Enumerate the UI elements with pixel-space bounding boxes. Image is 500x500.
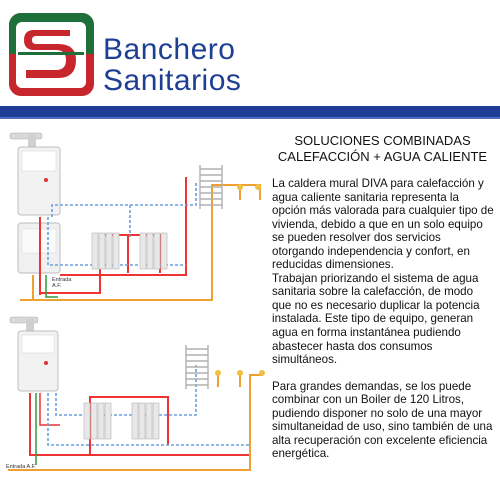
body-paragraph-3: Para grandes demandas, se los puede combinar con un Boiler de 120 Litros, pudiendo disponer no solo de una mayor simultaneidad de uso, sino también de una alta recuperación con excelente eficiencia energética.	[272, 379, 493, 461]
brand-name-line1: Banchero	[103, 33, 236, 66]
headline	[270, 133, 495, 165]
headline-line2: CALEFACCIÓN + AGUA CALIENTE	[277, 149, 488, 164]
brand-name	[103, 34, 363, 96]
headline-line1: SOLUCIONES COMBINADAS	[294, 133, 471, 148]
body-paragraph-1: La caldera mural DIVA para calefacción y agua caliente sanitaria representa la opción más valorada para cualquier tipo de vivienda, debido a que en un solo equipo se pueden resolver dos servicios otorgando independencia y confort, en reducidas dimensiones.	[272, 177, 494, 272]
diagram-label-top: Entrada	[52, 277, 72, 283]
body-paragraph-2: Trabajan priorizando el sistema de agua sanitaria sobre la calefacción, de modo que no es necesario duplicar la potencia instalada. Este tipo de equipo, generan agua en forma instantánea pudiendo abastecer hasta dos consumos simultáneos.	[272, 271, 480, 367]
site-header	[0, 0, 500, 106]
diagram-label-bottom: Entrada A.F.	[6, 464, 36, 470]
diagram-label-top2: A.F.	[52, 283, 62, 289]
installation-diagram	[0, 125, 268, 500]
body-text	[272, 177, 494, 461]
brand-name-line2: Sanitarios	[103, 64, 242, 97]
